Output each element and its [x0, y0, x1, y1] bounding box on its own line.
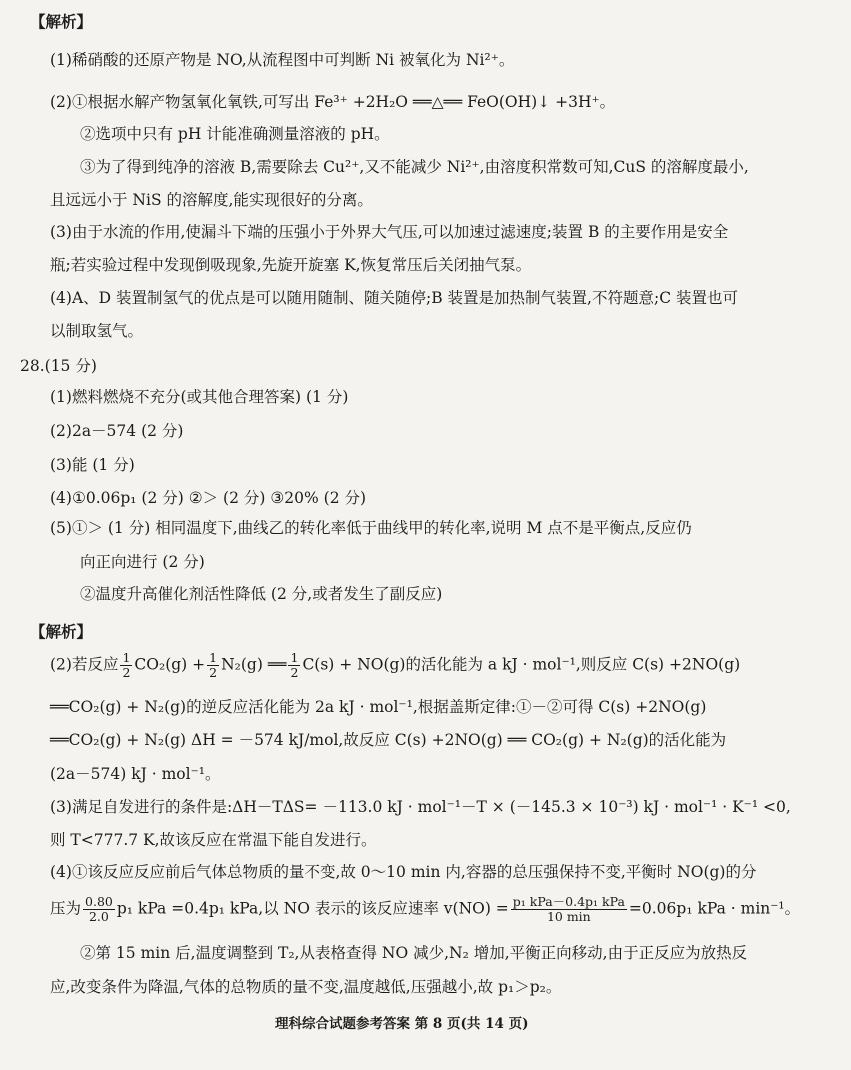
q28-answer-5-1: (5)①＞ (1 分) 相同温度下,曲线乙的转化率低于曲线甲的转化率,说明 M 点不是平衡点,反应仍	[50, 519, 692, 537]
answer-1: (1)稀硝酸的还原产物是 NO,从流程图中可判断 Ni 被氧化为 Ni²⁺。	[50, 51, 515, 69]
fraction-rate	[511, 895, 627, 924]
analysis-2-text-d: C(s) + NO(g)的活化能为 a kJ · mol⁻¹,则反应 C(s) +2NO(g)	[302, 655, 741, 674]
page-footer: 理科综合试题参考答案 第 8 页(共 14 页)	[275, 1016, 529, 1032]
fraction-denominator: 2	[290, 665, 299, 680]
fraction-numerator: p₁ kPa－0.4p₁ kPa	[512, 894, 625, 909]
question-28-header: 28.(15 分)	[20, 357, 97, 375]
analysis-4-line-3: ②第 15 min 后,温度调整到 T₂,从表格查得 NO 减少,N₂ 增加,平衡正向移动,由于正反应为放热反	[80, 944, 748, 962]
answer-2-1: (2)①根据水解产物氢氧化氧铁,可写出 Fe³⁺ +2H₂O ══△══ FeO(OH)↓ +3H⁺。	[50, 93, 616, 111]
fraction-half-2	[207, 651, 219, 680]
analysis-4-text-a: 压为	[50, 899, 82, 918]
fraction-numerator: 0.80	[85, 894, 113, 909]
q28-answer-5-3: ②温度升高催化剂活性降低 (2 分,或者发生了副反应)	[80, 585, 443, 603]
analysis-4-text-c: =0.06p₁ kPa · min⁻¹。	[628, 899, 801, 918]
fraction-denominator: 2	[122, 665, 131, 680]
analysis-2-line-4: (2a－574) kJ · mol⁻¹。	[50, 765, 221, 783]
analysis-4-line-4: 应,改变条件为降温,气体的总物质的量不变,温度越低,压强越小,故 p₁＞p₂。	[50, 978, 562, 996]
analysis-2-text-c: N₂(g) ══	[221, 655, 287, 674]
answer-3-2: 瓶;若实验过程中发现倒吸现象,先旋开旋塞 K,恢复常压后关闭抽气泵。	[50, 256, 532, 274]
analysis-4-line-1: (4)①该反应反应前后气体总物质的量不变,故 0～10 min 内,容器的总压强保持不变,平衡时 NO(g)的分	[50, 863, 757, 881]
q28-answer-1: (1)燃料燃烧不充分(或其他合理答案) (1 分)	[50, 388, 349, 406]
fraction-numerator: 1	[290, 650, 299, 665]
fraction-half-1	[120, 651, 132, 680]
q28-answer-5-2: 向正向进行 (2 分)	[80, 553, 205, 571]
fraction-half-3	[288, 651, 300, 680]
analysis-2-text-a: (2)若反应	[50, 655, 119, 674]
analysis-3-line-2: 则 T<777.7 K,故该反应在常温下能自发进行。	[50, 831, 377, 849]
answer-2-4: 且远远小于 NiS 的溶解度,能实现很好的分离。	[50, 191, 373, 209]
analysis-4-text-b: p₁ kPa =0.4p₁ kPa,以 NO 表示的该反应速率 v(NO) =	[116, 899, 509, 918]
analysis-header: 【解析】	[30, 12, 93, 31]
analysis-4-line-2	[50, 895, 800, 924]
q28-answer-4: (4)①0.06p₁ (2 分) ②＞ (2 分) ③20% (2 分)	[50, 489, 367, 507]
analysis-2-line-2: ══CO₂(g) + N₂(g)的逆反应活化能为 2a kJ · mol⁻¹,根据盖斯定律:①－②可得 C(s) +2NO(g)	[50, 698, 707, 716]
analysis-header-2: 【解析】	[30, 622, 93, 641]
fraction-numerator: 1	[209, 650, 218, 665]
fraction-denominator: 2	[209, 665, 218, 680]
analysis-2-line-1	[50, 651, 740, 680]
analysis-2-line-3: ══CO₂(g) + N₂(g) ΔH = －574 kJ/mol,故反应 C(s) +2NO(g) ══ CO₂(g) + N₂(g)的活化能为	[50, 731, 727, 749]
answer-3-1: (3)由于水流的作用,使漏斗下端的压强小于外界大气压,可以加速过滤速度;装置 B 的主要作用是安全	[50, 223, 729, 241]
fraction-partial-pressure	[83, 895, 115, 924]
answer-4-2: 以制取氢气。	[50, 322, 144, 340]
analysis-3-line-1: (3)满足自发进行的条件是:ΔH－TΔS= －113.0 kJ · mol⁻¹－T × (－145.3 × 10⁻³) kJ · mol⁻¹ · K⁻¹ <0,	[50, 798, 791, 816]
answer-2-3: ③为了得到纯净的溶液 B,需要除去 Cu²⁺,又不能减少 Ni²⁺,由溶度积常数可知,CuS 的溶解度最小,	[80, 158, 749, 176]
fraction-numerator: 1	[122, 650, 131, 665]
q28-answer-2: (2)2a－574 (2 分)	[50, 422, 184, 440]
q28-answer-3: (3)能 (1 分)	[50, 456, 135, 474]
analysis-2-text-b: CO₂(g) +	[134, 655, 206, 674]
fraction-denominator: 2.0	[88, 909, 109, 924]
answer-4-1: (4)A、D 装置制氢气的优点是可以随用随制、随关随停;B 装置是加热制气装置,不符题意;C 装置也可	[50, 289, 738, 307]
fraction-denominator: 10 min	[546, 909, 591, 924]
answer-2-2: ②选项中只有 pH 计能准确测量溶液的 pH。	[80, 125, 390, 143]
